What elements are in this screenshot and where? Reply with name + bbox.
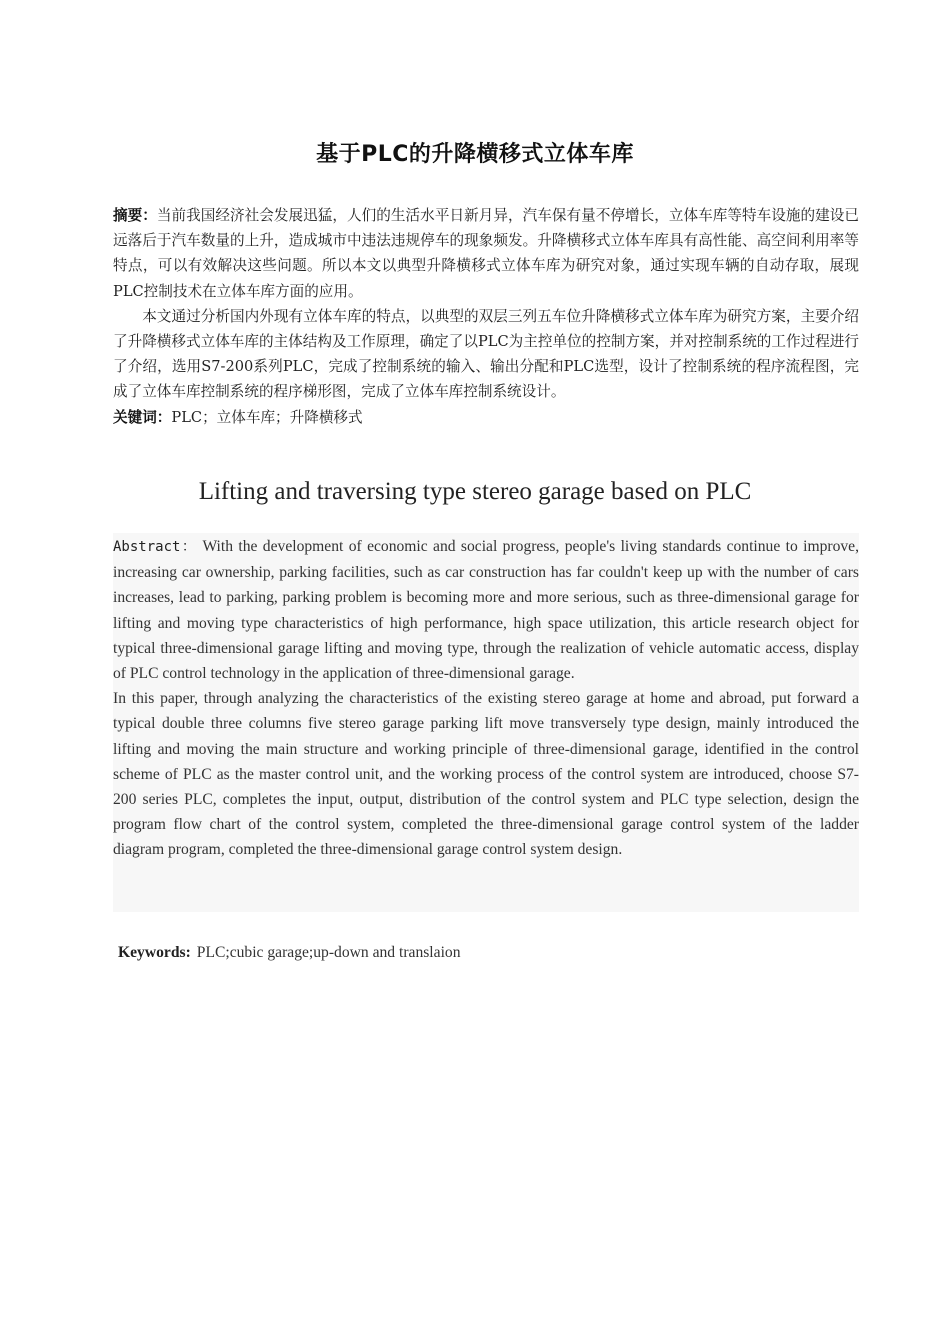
english-abstract-paragraph-2: In this paper, through analyzing the characteristics of the existing stereo garage at home and abroad, put forward a typical double three columns five stereo garage parking lift move transversely type design, mainly introduced the lifting and moving the main structure and working principle of three-dimensional garage, identified in the control scheme of PLC as the master control unit, and the working process of the control system are introduced, choose S7-200 series PLC, completes the input, output, distribution of the control system and PLC type selection, design the program flow chart of the control system, completed the three-dimensional garage control system of the ladder diagram program, completed the three-dimensional garage control system design. bbox=[113, 690, 859, 859]
chinese-keywords-label: 关键词： bbox=[113, 408, 172, 426]
english-keywords bbox=[118, 944, 461, 962]
english-abstract bbox=[113, 534, 859, 863]
chinese-abstract-label: 摘要： bbox=[113, 207, 157, 224]
english-abstract-text-1: With the development of economic and social progress, people's living standards continue to improve, increasing car ownership, parking facilities, such as car construction has far couldn't keep up with the number of cars increases, lead to parking, parking problem is becoming more and more serious, such as three-dimensional garage for lifting and moving type characteristics of high performance, high space utilization, this article research object for typical three-dimensional garage lifting and moving type, through the realization of vehicle automatic access, display of PLC control technology in the application of three-dimensional garage. bbox=[113, 538, 859, 683]
chinese-title: 基于PLC的升降横移式立体车库 bbox=[316, 142, 634, 167]
chinese-abstract-paragraph-1 bbox=[113, 203, 859, 304]
english-title: Lifting and traversing type stereo garage based on PLC bbox=[198, 478, 752, 505]
chinese-abstract-paragraph-2: 本文通过分析国内外现有立体车库的特点，以典型的双层三列五车位升降横移式立体车库为研究方案，主要介绍了升降横移式立体车库的主体结构及工作原理，确定了以PLC为主控单位的控制方案，并对控制系统的工作过程进行了介绍，选用S7-200系列PLC，完成了控制系统的输入、输出分配和PLC选型，设计了控制系统的程序流程图，完成了立体车库控制系统的程序梯形图，完成了立体车库控制系统设计。 bbox=[113, 307, 859, 401]
chinese-abstract-text-1: 当前我国经济社会发展迅猛，人们的生活水平日新月异，汽车保有量不停增长，立体车库等特车设施的建设已远落后于汽车数量的上升，造成城市中违法违规停车的现象频发。升降横移式立体车库具有高性能、高空间利用率等特点，可以有效解决这些问题。所以本文以典型升降横移式立体车库为研究对象，通过实现车辆的自动存取，展现PLC控制技术在立体车库方面的应用。 bbox=[113, 207, 859, 300]
english-keywords-text: PLC;cubic garage;up-down and translaion bbox=[196, 944, 461, 961]
chinese-abstract bbox=[113, 203, 859, 430]
english-abstract-label: Abstract： bbox=[113, 539, 198, 555]
chinese-keywords bbox=[113, 405, 859, 430]
english-abstract-paragraph-1 bbox=[113, 534, 859, 686]
chinese-keywords-text: PLC；立体车库；升降横移式 bbox=[171, 408, 363, 426]
english-keywords-label: Keywords: bbox=[118, 944, 191, 961]
